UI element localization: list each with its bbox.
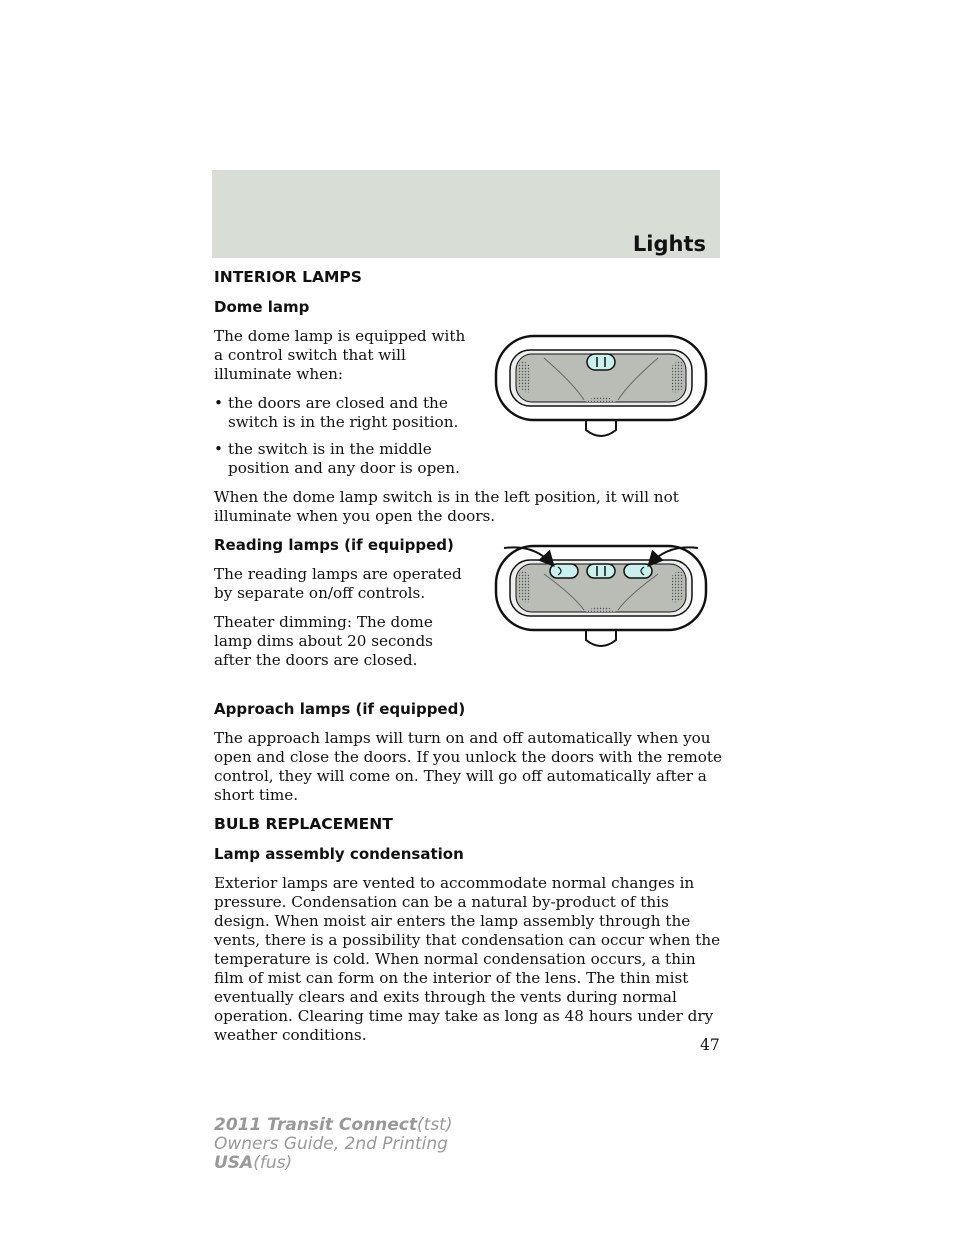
condensation-subheading: Lamp assembly condensation [214,845,464,863]
bulb-replacement-heading: BULB REPLACEMENT [214,815,393,833]
reading-lamps-text: The reading lamps are operated by separate on/off controls. [214,565,462,602]
reading-lamps-subheading: Reading lamps (if equipped) [214,536,454,554]
footer-market-code: (fus) [253,1153,293,1173]
list-item: • the doors are closed and the switch is in the right position. [214,394,459,431]
condensation-text: Exterior lamps are vented to accommodate normal changes in pressure. Condensation can be a natural by-product of this design. When moist air enters the lamp assembly through the vents, there is a possibility that condensation can occur when the temperature is cold. When normal condensation occurs, a thin film of mist can form on the interior of the lens. The thin mist eventually clears and exits through the vents during normal operation. Clearing time may take as long as 48 hours under dry weather conditions. [214,874,721,1044]
approach-lamps-subheading: Approach lamps (if equipped) [214,700,466,718]
dome-lamp-conditions-list [214,394,466,478]
bullet-icon: • [214,440,223,458]
dome-lamp-subheading: Dome lamp [214,298,310,316]
theater-dimming-text: Theater dimming: The dome lamp dims about 20 seconds after the doors are closed. [214,613,433,669]
approach-lamps-text: The approach lamps will turn on and off automatically when you open and close the doors. If you unlock the doors with the remote control, they will come on. They will go off automatically after a short time. [214,729,723,804]
dome-lamp-illustration [494,334,708,440]
footer-model-code: (tst) [417,1115,453,1135]
section-title: Lights [632,232,706,256]
list-item: • the switch is in the middle position and any door is open. [214,440,460,477]
footer-guide-edition: Owners Guide, 2nd Printing [214,1134,448,1154]
bullet-icon: • [214,394,223,412]
footer-model: 2011 Transit Connect [214,1115,418,1135]
dome-lamp-intro: The dome lamp is equipped with a control switch that will illuminate when: [214,327,466,383]
footer-market: USA [214,1153,254,1173]
document-footer [214,1116,452,1173]
reading-lamps-illustration [494,544,708,650]
section-header-band [212,170,720,258]
interior-lamps-heading: INTERIOR LAMPS [214,268,362,286]
page-number: 47 [700,1036,720,1054]
dome-lamp-note: When the dome lamp switch is in the left position, it will not illuminate when you open the doors. [214,488,679,525]
